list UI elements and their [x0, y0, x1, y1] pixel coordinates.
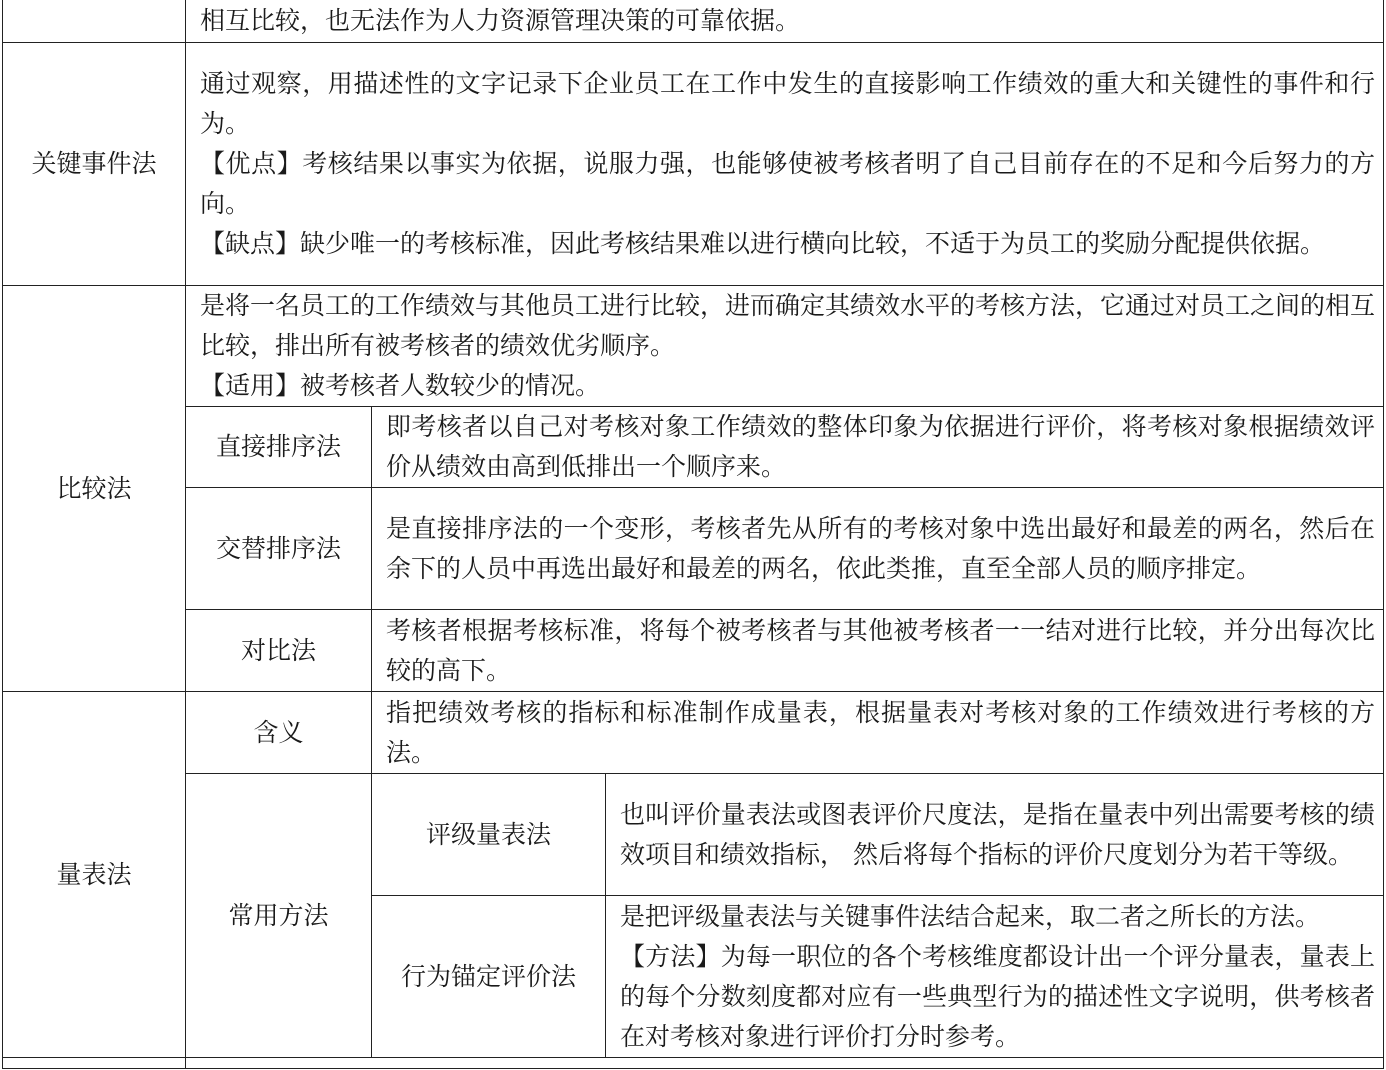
graphic-rating-label: 评级量表法 — [372, 774, 606, 896]
empty-label-cell — [3, 0, 186, 43]
table-row — [3, 774, 1384, 896]
comparison-applicable: 【适用】被考核者人数较少的情况。 — [200, 371, 601, 400]
bars-definition: 是把评级量表法与关键事件法结合起来，取二者之所长的方法。 — [620, 901, 1321, 931]
bars-label: 行为锚定评价法 — [372, 896, 606, 1058]
rating-scale-label: 量表法 — [3, 692, 186, 1058]
direct-ranking-text: 即考核者以自己对考核对象工作绩效的整体印象为依据进行评价，将考核对象根据绩效评价从绩效由高到低排出一个顺序来。 — [372, 407, 1384, 488]
table-row — [3, 1058, 1384, 1069]
meaning-text: 指把绩效考核的指标和标准制作成量表，根据量表对考核对象的工作绩效进行考核的方法。 — [372, 692, 1384, 774]
meaning-label: 含义 — [186, 692, 372, 774]
continuation-text: 相互比较，也无法作为人力资源管理决策的可靠依据。 — [186, 0, 1384, 43]
direct-ranking-label: 直接排序法 — [186, 407, 372, 488]
table-row — [3, 0, 1384, 43]
critical-incident-definition: 通过观察，用描述性的文字记录下企业员工在工作中发生的直接影响工作绩效的重大和关键性的事件和行为。 — [200, 69, 1375, 138]
common-methods-label: 常用方法 — [186, 774, 372, 1058]
critical-incident-label: 关键事件法 — [3, 43, 186, 286]
method-table — [2, 0, 1384, 1069]
critical-incident-disadvantages: 【缺点】缺少唯一的考核标准，因此考核结果难以进行横向比较，不适于为员工的奖励分配提供依据。 — [200, 229, 1326, 258]
comparison-description — [186, 286, 1384, 407]
table-row — [3, 488, 1384, 610]
critical-incident-advantages: 【优点】考核结果以事实为依据，说服力强，也能够使被考核者明了自己目前存在的不足和今后努力的方向。 — [200, 149, 1375, 218]
table-row — [3, 407, 1384, 488]
comparison-label: 比较法 — [3, 286, 186, 692]
table-row — [3, 43, 1384, 286]
empty-cell — [186, 1058, 1384, 1069]
empty-cell — [3, 1058, 186, 1069]
alternation-ranking-text: 是直接排序法的一个变形，考核者先从所有的考核对象中选出最好和最差的两名，然后在余下的人员中再选出最好和最差的两名，依此类推，直至全部人员的顺序排定。 — [372, 488, 1384, 610]
comparison-definition: 是将一名员工的工作绩效与其他员工进行比较，进而确定其绩效水平的考核方法，它通过对员工之间的相互比较，排出所有被考核者的绩效优劣顺序。 — [200, 291, 1376, 360]
bars-method: 【方法】为每一职位的各个考核维度都设计出一个评分量表，量表上的每个分数刻度都对应有一些典型行为的描述性文字说明，供考核者在对考核对象进行评价打分时参考。 — [620, 941, 1375, 1051]
table-row — [3, 610, 1384, 692]
paired-comparison-text: 考核者根据考核标准，将每个被考核者与其他被考核者一一结对进行比较，并分出每次比较的高下。 — [372, 610, 1384, 692]
bars-text — [606, 896, 1384, 1058]
paired-comparison-label: 对比法 — [186, 610, 372, 692]
table-row — [3, 286, 1384, 407]
table-row — [3, 692, 1384, 774]
alternation-ranking-label: 交替排序法 — [186, 488, 372, 610]
graphic-rating-text: 也叫评价量表法或图表评价尺度法，是指在量表中列出需要考核的绩效项目和绩效指标， 然后将每个指标的评价尺度划分为若干等级。 — [606, 774, 1384, 896]
critical-incident-description — [186, 43, 1384, 286]
